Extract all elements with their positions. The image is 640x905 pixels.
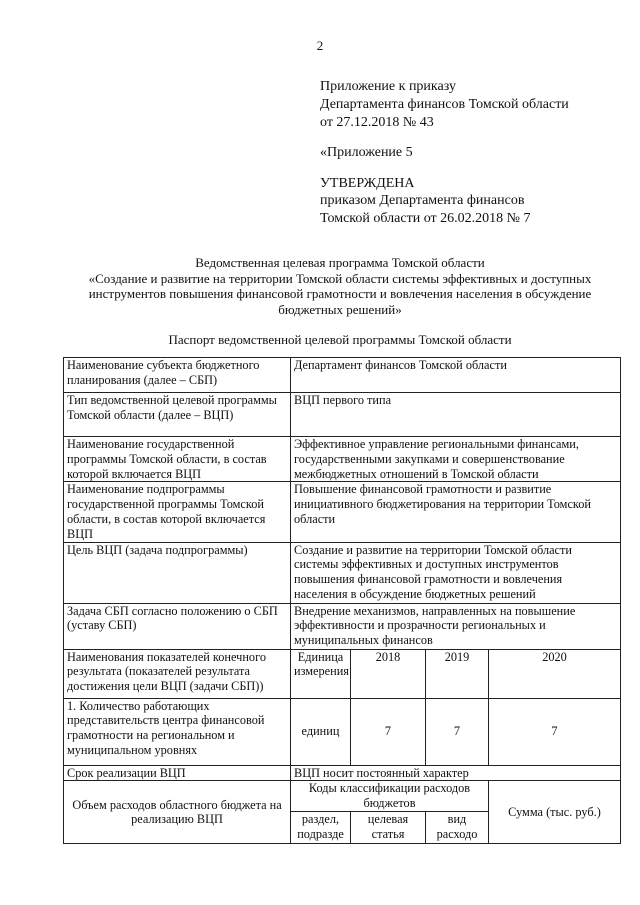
- indicators-header-row: [64, 649, 621, 698]
- budget-label: Объем расходов областного бюджета на реализацию ВЦП: [64, 781, 291, 844]
- sum-header: Сумма (тыс. руб.): [489, 781, 621, 844]
- budget-row: [64, 781, 621, 812]
- indicator-value: 7: [489, 698, 621, 765]
- indicator-name: 1. Количество работающих представительств центра финансовой грамотности на региональном и муниципальном уровнях: [64, 698, 291, 765]
- row-label: Наименование подпрограммы государственной программы Томской области, в состав которой включается ВЦП: [64, 482, 291, 542]
- table-row: [64, 437, 621, 482]
- title-line: бюджетных решений»: [278, 301, 402, 317]
- row-label: Наименование субъекта бюджетного планирования (далее – СБП): [64, 358, 291, 393]
- kind-header: вид расходо: [426, 812, 489, 844]
- approved-block: [320, 175, 530, 228]
- indicator-value: 7: [426, 698, 489, 765]
- title-line: инструментов повышения финансовой грамотности и вовлечения населения в обсуждение: [88, 286, 592, 301]
- appendix-line: Департамента финансов Томской области: [320, 97, 569, 112]
- approved-line: приказом Департамента финансов: [320, 193, 525, 208]
- indicator-row: [64, 698, 621, 765]
- section-header: раздел, подразде: [291, 812, 351, 844]
- appendix5: «Приложение 5: [320, 145, 413, 160]
- term-value: ВЦП носит постоянный характер: [291, 765, 621, 781]
- appendix-header: [320, 78, 569, 132]
- approved-line: Томской области от 26.02.2018 № 7: [320, 211, 531, 226]
- term-label: Срок реализации ВЦП: [64, 765, 291, 781]
- row-value: Департамент финансов Томской области: [291, 358, 621, 393]
- title-line: «Создание и развитие на территории Томской области системы эффективных и доступных: [88, 270, 592, 286]
- target-header: целевая статья: [351, 812, 426, 844]
- table-row: [64, 603, 621, 649]
- row-value: Внедрение механизмов, направленных на повышение эффективности и прозрачности региональных и муниципальных финансов: [291, 603, 621, 649]
- table-row: [64, 542, 621, 603]
- row-label: Цель ВЦП (задача подпрограммы): [64, 542, 291, 603]
- approved-line: УТВЕРЖДЕНА: [320, 176, 415, 191]
- year-header: 2018: [351, 649, 426, 698]
- table-row: [64, 393, 621, 437]
- indicators-label: Наименования показателей конечного результата (показателей результата достижения цели ВЦП (задачи СБП)): [64, 649, 291, 698]
- row-label: Наименование государственной программы Томской области, в состав которой включается ВЦП: [64, 437, 291, 482]
- passport-table: [63, 357, 621, 844]
- term-row: [64, 765, 621, 781]
- row-value: ВЦП первого типа: [291, 393, 621, 437]
- program-title: [60, 255, 620, 317]
- unit-header: Единица измерения: [291, 649, 351, 698]
- row-value: Создание и развитие на территории Томской области системы эффективных и доступных инструментов повышения финансовой грамотности и вовлечения населения в обсуждение бюджетных решений: [291, 542, 621, 603]
- appendix-line: от 27.12.2018 № 43: [320, 115, 434, 130]
- row-value: Эффективное управление региональными финансами, государственными закупками и совершенствование межбюджетных отношений в Томской области: [291, 437, 621, 482]
- page-number: 2: [316, 38, 324, 53]
- codes-header: Коды классификации расходов бюджетов: [291, 781, 489, 812]
- year-header: 2020: [489, 649, 621, 698]
- row-label: Тип ведомственной целевой программы Томской области (далее – ВЦП): [64, 393, 291, 437]
- appendix-line: Приложение к приказу: [320, 79, 456, 94]
- title-line: Ведомственная целевая программа Томской области: [195, 255, 485, 270]
- year-header: 2019: [426, 649, 489, 698]
- indicator-value: 7: [351, 698, 426, 765]
- indicator-unit: единиц: [291, 698, 351, 765]
- table-row: [64, 482, 621, 542]
- passport-title: Паспорт ведомственной целевой программы Томской области: [168, 332, 512, 347]
- row-value: Повышение финансовой грамотности и развитие инициативного бюджетирования на территории Томской области: [291, 482, 621, 542]
- table-row: [64, 358, 621, 393]
- row-label: Задача СБП согласно положению о СБП (уставу СБП): [64, 603, 291, 649]
